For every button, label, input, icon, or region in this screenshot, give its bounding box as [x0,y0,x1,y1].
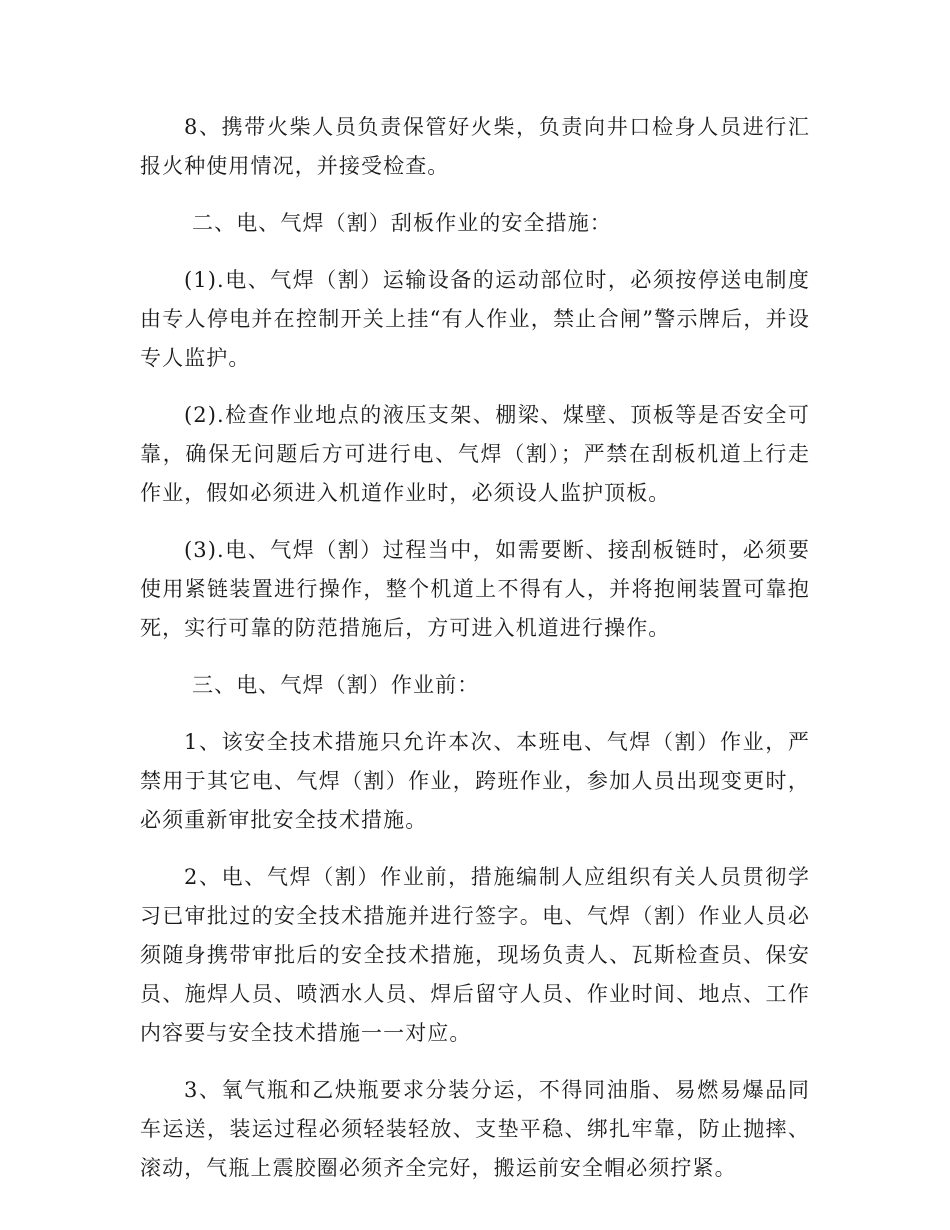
section-heading-3: 三、电、气焊（割）作业前： [192,673,480,697]
paragraph-measure-3: (3).电、气焊（割）过程当中，如需要断、接刮板链时，必须要使用紧链装置进行操作，整个机道上不得有人，并将抱闸装置可靠抱死，实行可靠的防范措施后，方可进入机道进行操作。 [140,538,810,640]
paragraph-item-8: 8、携带火柴人员负责保管好火柴，负责向井口检身人员进行汇报火种使用情况，并接受检查。 [140,115,810,178]
paragraph-pre-work-3: 3、氧气瓶和乙炔瓶要求分装分运，不得同油脂、易燃易爆品同车运送，装运过程必须轻装轻放、支垫平稳、绑扎牢靠，防止抛摔、滚动，气瓶上震胶圈必须齐全完好，搬运前安全帽必须拧紧。 [140,1078,810,1180]
paragraph-pre-work-1: 1、该安全技术措施只允许本次、本班电、气焊（割）作业，严禁用于其它电、气焊（割）作业，跨班作业，参加人员出现变更时，必须重新审批安全技术措施。 [140,730,810,832]
document-body [140,108,810,1206]
paragraph-measure-1: (1).电、气焊（割）运输设备的运动部位时，必须按停送电制度由专人停电并在控制开关上挂“有人作业，禁止合闸”警示牌后，并设专人监护。 [140,268,810,370]
section-heading-2: 二、电、气焊（割）刮板作业的安全措施： [192,211,612,235]
paragraph-measure-2: (2).检查作业地点的液压支架、棚梁、煤壁、顶板等是否安全可靠，确保无问题后方可进行电、气焊（割）；严禁在刮板机道上行走作业，假如必须进入机道作业时，必须设人监护顶板。 [140,403,810,505]
paragraph-pre-work-2: 2、电、气焊（割）作业前，措施编制人应组织有关人员贯彻学习已审批过的安全技术措施并进行签字。电、气焊（割）作业人员必须随身携带审批后的安全技术措施，现场负责人、瓦斯检查员、保安员、施焊人员、喷洒水人员、焊后留守人员、作业时间、地点、工作内容要与安全技术措施一一对应。 [140,865,810,1045]
